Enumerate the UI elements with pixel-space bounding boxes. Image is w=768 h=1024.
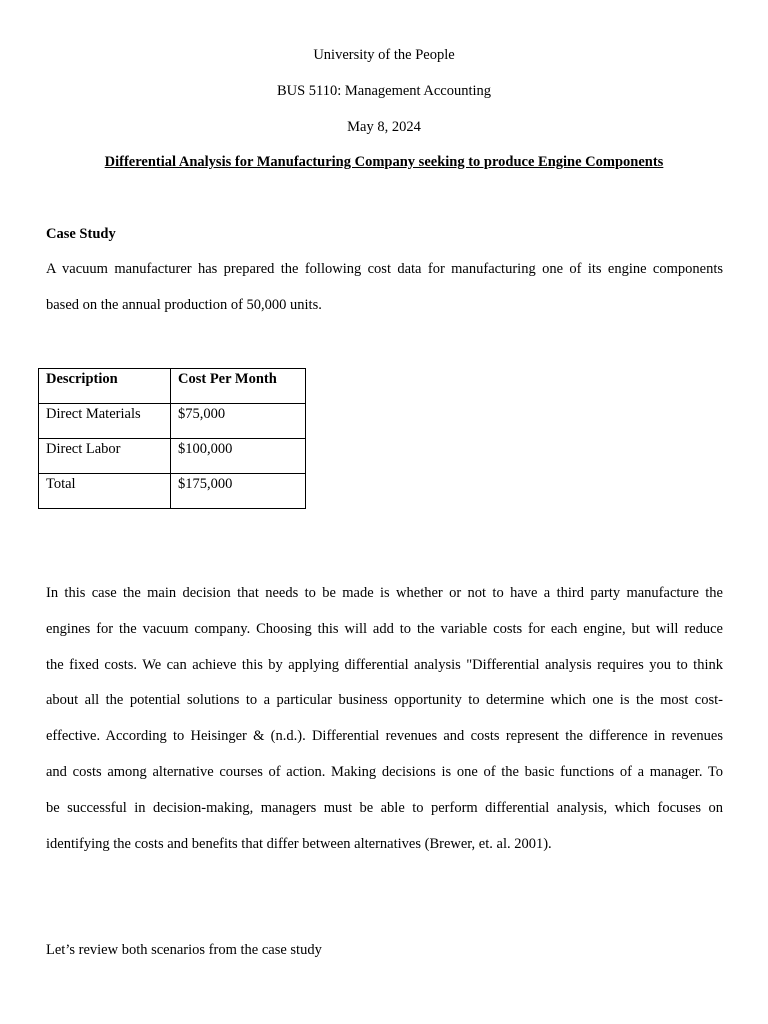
table-row — [39, 404, 306, 439]
institution-name: University of the People — [313, 47, 455, 63]
course-name: BUS 5110: Management Accounting — [276, 83, 492, 99]
table-cell-cost: $175,000 — [171, 474, 306, 509]
table-cell-cost: $100,000 — [171, 439, 306, 474]
analysis-paragraph — [46, 576, 723, 862]
case-study-paragraph — [46, 252, 723, 324]
paragraph-line: In this case the main decision that needs to be made is whether or not to have a third party manufacture the — [46, 585, 723, 601]
table-row — [39, 439, 306, 474]
document-date: May 8, 2024 — [347, 119, 421, 135]
table-cell-description: Direct Labor — [39, 439, 171, 474]
table-cell-description: Total — [39, 474, 171, 509]
paragraph-line: about all the potential solutions to a particular business opportunity to determine which one is the most cost- — [46, 692, 723, 709]
paragraph-line: identifying the costs and benefits that differ between alternatives (Brewer, et. al. 2001). — [46, 835, 552, 852]
paragraph-line: engines for the vacuum company. Choosing this will add to the variable costs for each engine, but will reduce — [46, 620, 723, 637]
cost-table — [38, 368, 306, 509]
table-header-row — [39, 369, 306, 404]
table-cell-description: Direct Materials — [39, 404, 171, 439]
paragraph-line: effective. According to Heisinger & (n.d.). Differential revenues and costs represent the difference in revenues — [46, 728, 723, 745]
paragraph-line: A vacuum manufacturer has prepared the following cost data for manufacturing one of its engine components — [46, 261, 723, 277]
document-title: Differential Analysis for Manufacturing Company seeking to produce Engine Components — [104, 154, 664, 170]
column-header-description: Description — [39, 369, 171, 404]
table-row — [39, 474, 306, 509]
table-cell-cost: $75,000 — [171, 404, 306, 439]
column-header-cost: Cost Per Month — [171, 369, 306, 404]
paragraph-line: be successful in decision-making, managers must be able to perform differential analysis, which focuses on — [46, 799, 723, 816]
paragraph-line: based on the annual production of 50,000 units. — [46, 296, 322, 313]
paragraph-line: the fixed costs. We can achieve this by applying differential analysis "Differential analysis requires you to think — [46, 656, 723, 673]
paragraph-line: and costs among alternative courses of action. Making decisions is one of the basic functions of a manager. To — [46, 763, 723, 780]
review-paragraph: Let’s review both scenarios from the case study — [46, 942, 322, 958]
case-study-heading: Case Study — [46, 226, 116, 242]
